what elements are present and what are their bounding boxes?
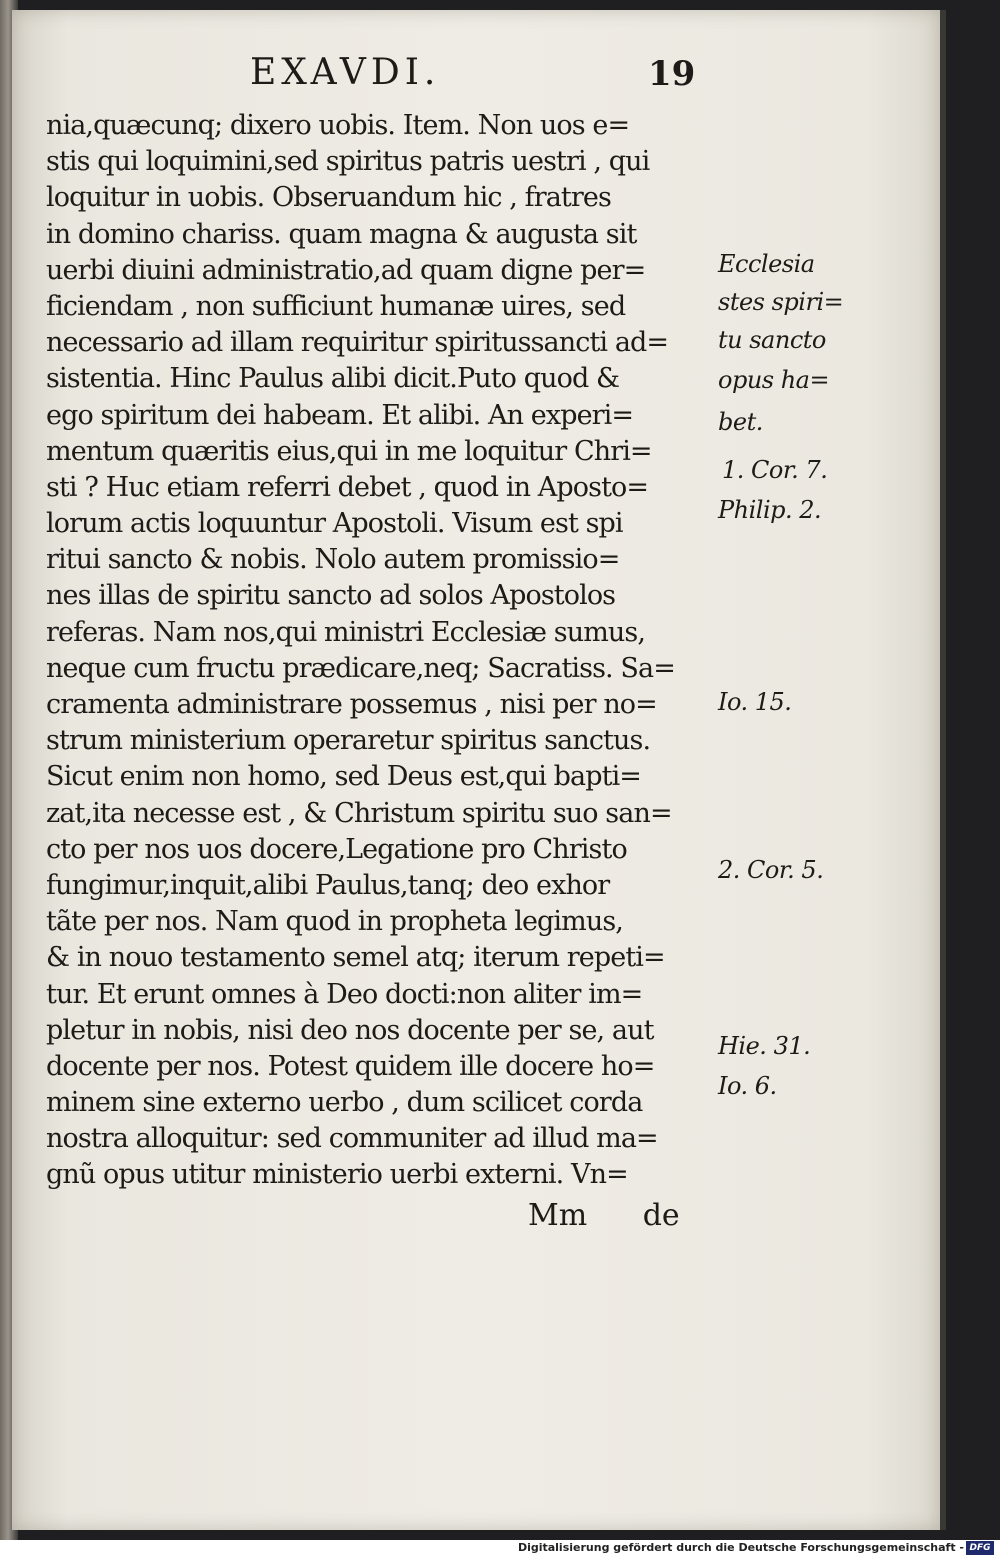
text-line: nostra alloquitur: sed communiter ad illud ma= xyxy=(46,1123,658,1155)
text-line: nes illas de spiritu sancto ad solos Apostolos xyxy=(46,580,616,612)
text-line: uerbi diuini administratio,ad quam digne per= xyxy=(46,254,646,286)
marginal-note: tu sancto xyxy=(718,326,826,354)
text-line: tur. Et erunt omnes à Deo docti:non aliter im= xyxy=(46,978,643,1010)
marginal-note: Io. 15. xyxy=(718,688,792,716)
text-line: cramenta administrare possemus , nisi per no= xyxy=(46,689,657,720)
running-head: EXAVDI. xyxy=(250,52,441,93)
text-line: minem sine externo uerbo , dum scilicet corda xyxy=(46,1087,643,1119)
catchword: Mm de xyxy=(528,1198,680,1233)
text-line: loquitur in uobis. Obseruandum hic , fratres xyxy=(46,182,611,214)
body-text xyxy=(46,108,714,1194)
text-line: fungimur,inquit,alibi Paulus,tanq; deo exhor xyxy=(46,869,610,901)
marginal-note: Io. 6. xyxy=(718,1072,777,1100)
page-edge-right xyxy=(940,10,946,1530)
text-line: ficiendam , non sufficiunt humanæ uires, sed xyxy=(46,290,626,322)
footer-credit: Digitalisierung gefördert durch die Deutsche Forschungsgemeinschaft - xyxy=(517,1541,964,1554)
text-line: pletur in nobis, nisi deo nos docente per se, aut xyxy=(46,1014,654,1046)
page-number: 19 xyxy=(648,54,696,94)
marginal-note: 1. Cor. 7. xyxy=(722,456,828,484)
text-line: & in nouo testamento semel atq; iterum repeti= xyxy=(46,942,665,974)
text-line: sti ? Huc etiam referri debet , quod in Aposto= xyxy=(46,471,649,503)
text-line: sistentia. Hinc Paulus alibi dicit.Puto quod & xyxy=(46,363,620,395)
text-line: ego spiritum dei habeam. Et alibi. An experi= xyxy=(46,399,634,431)
dfg-logo: DFG xyxy=(966,1541,994,1555)
marginal-note: opus ha= xyxy=(718,366,830,394)
text-line: stis qui loquimini,sed spiritus patris uestri , qui xyxy=(46,146,650,178)
text-line: docente per nos. Potest quidem ille docere ho= xyxy=(46,1050,655,1082)
text-line: referas. Nam nos,qui ministri Ecclesiæ sumus, xyxy=(46,616,646,648)
text-line: ritui sancto & nobis. Nolo autem promissio= xyxy=(46,544,620,576)
text-line: zat,ita necesse est , & Christum spiritu suo san= xyxy=(46,797,672,829)
text-line: Sicut enim non homo, sed Deus est,qui bapti= xyxy=(46,761,642,793)
text-line: mentum quæritis eius,qui in me loquitur Chri= xyxy=(46,435,652,467)
text-line: cto per nos uos docere,Legatione pro Christo xyxy=(46,833,627,865)
text-line: nia,quæcunq; dixero uobis. Item. Non uos e= xyxy=(46,110,630,141)
marginal-note: Hie. 31. xyxy=(718,1032,811,1060)
marginal-note: Philip. 2. xyxy=(718,496,822,524)
text-line: in domino chariss. quam magna & augusta sit xyxy=(46,218,637,250)
marginal-note: bet. xyxy=(718,408,763,436)
text-line: neque cum fructu prædicare,neq; Sacratiss. Sa= xyxy=(46,652,675,684)
marginal-note: 2. Cor. 5. xyxy=(718,856,824,884)
text-line: necessario ad illam requiritur spiritussancti ad= xyxy=(46,327,669,359)
text-line: gnũ opus utitur ministerio uerbi externi. Vn= xyxy=(46,1159,628,1191)
marginal-note: stes spiri= xyxy=(718,288,844,316)
text-line: lorum actis loquuntur Apostoli. Visum est spi xyxy=(46,508,623,540)
text-line: tãte per nos. Nam quod in propheta legimus, xyxy=(46,906,623,938)
marginal-note: Ecclesia xyxy=(718,250,815,278)
text-line: strum ministerium operaretur spiritus sanctus. xyxy=(46,725,651,757)
